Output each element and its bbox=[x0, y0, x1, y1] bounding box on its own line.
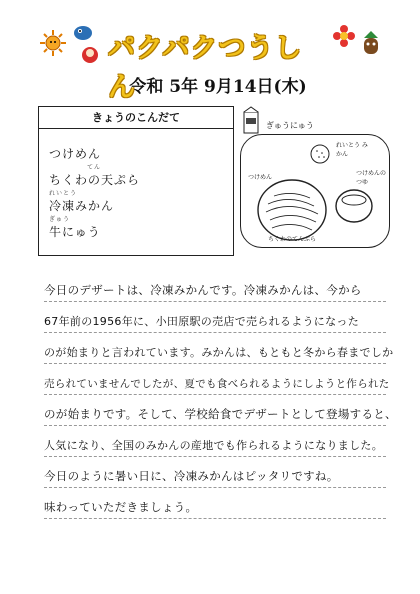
text-line bbox=[44, 489, 386, 519]
line-text: 売られていませんでしたが、夏でも食べられるようにしようと作られた bbox=[44, 378, 390, 390]
mascot-character-icon bbox=[358, 30, 384, 58]
menu-item-ruby: れいとう bbox=[49, 190, 78, 197]
line-text: 67年前の1956年に、小田原駅の売店で売られるようになった bbox=[44, 315, 359, 328]
tempura-label: ちくわのてんぷら bbox=[268, 236, 317, 243]
menu-item-label: つけめん bbox=[49, 147, 102, 161]
menu-item-ruby: てん bbox=[87, 164, 102, 171]
line-text: 今日のように暑い日に、冷凍みかんはピッタリですね。 bbox=[44, 469, 339, 483]
text-line bbox=[44, 458, 386, 488]
menu-item bbox=[49, 216, 101, 240]
line-text: 味わっていただきましょう。 bbox=[44, 500, 198, 514]
menu-item bbox=[49, 190, 115, 214]
issue-date: 令和 5年 9月14日(木) bbox=[129, 77, 307, 97]
sun-character-icon bbox=[40, 30, 66, 56]
menu-heading: きょうのこんだて bbox=[39, 107, 233, 129]
text-line bbox=[44, 427, 386, 457]
text-line bbox=[44, 272, 386, 302]
milk-label: ぎゅうにゅう bbox=[266, 121, 314, 130]
newsletter-title: パクパクつうしん bbox=[108, 33, 303, 103]
dip-label: つけめんの つゆ bbox=[356, 170, 387, 186]
menu-item bbox=[49, 145, 101, 162]
menu-box bbox=[38, 106, 234, 256]
text-line bbox=[44, 365, 390, 395]
flower-character-icon bbox=[332, 24, 356, 48]
line-text: 今日のデザートは、冷凍みかんです。冷凍みかんは、今から bbox=[44, 283, 362, 297]
noodles-label: つけめん bbox=[248, 174, 273, 181]
text-line bbox=[44, 303, 386, 333]
text-line bbox=[44, 396, 397, 426]
milk-carton-icon bbox=[242, 106, 260, 134]
menu-item-label: 冷凍みかん bbox=[49, 199, 115, 213]
mikan-label: れいとう みかん bbox=[336, 142, 368, 158]
text-line bbox=[44, 334, 394, 364]
daruma-character-icon bbox=[80, 44, 100, 64]
menu-item-ruby: ぎゅう bbox=[49, 216, 71, 223]
line-text: のが始まりです。そして、学校給食でデザートとして登場すると、 bbox=[44, 407, 397, 421]
line-text: のが始まりと言われています。みかんは、もともと冬から春までしか bbox=[44, 346, 394, 359]
menu-item-label: 牛にゅう bbox=[49, 225, 101, 239]
menu-item-label: ちくわの天ぷら bbox=[49, 173, 141, 187]
menu-item bbox=[49, 164, 141, 188]
line-text: 人気になり、全国のみかんの産地でも作られるようになりました。 bbox=[44, 439, 383, 452]
sweetfish-character-icon bbox=[72, 22, 94, 42]
